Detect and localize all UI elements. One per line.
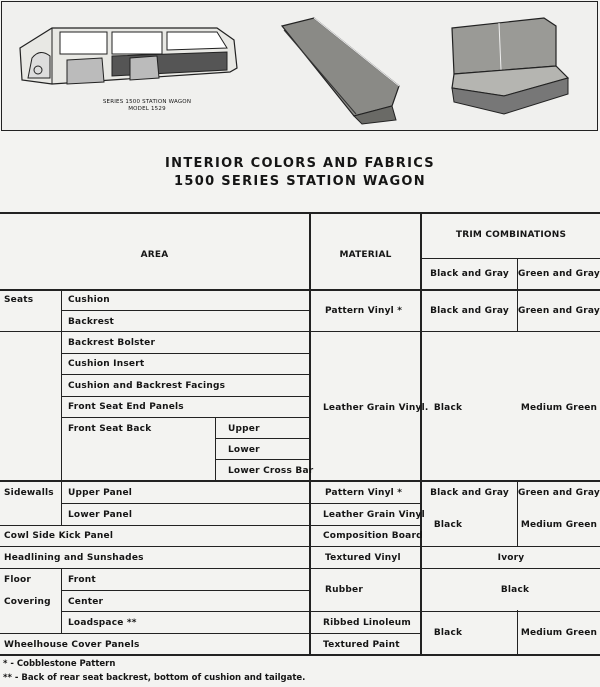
material-pattern-vinyl-seats: Pattern Vinyl * — [325, 306, 403, 316]
area-cushion-insert: Cushion Insert — [68, 359, 145, 369]
area-lower: Lower — [228, 445, 260, 455]
area-wheelhouse-cover-panels: Wheelhouse Cover Panels — [4, 640, 140, 650]
area-covering: Covering — [4, 597, 51, 607]
page-subtitle: 1500 SERIES STATION WAGON — [174, 174, 426, 189]
area-front-seat-end-panels: Front Seat End Panels — [68, 402, 184, 412]
material-composition-board: Composition Board — [323, 531, 423, 541]
trim-lower-medium-green: Medium Green — [520, 520, 598, 530]
area-upper-panel: Upper Panel — [68, 488, 133, 498]
area-lower-panel: Lower Panel — [68, 510, 133, 520]
material-textured-paint: Textured Paint — [323, 640, 400, 650]
area-backrest-bolster: Backrest Bolster — [68, 338, 156, 348]
material-leather-grain-vinyl-sidewalls: Leather Grain Vinyl — [323, 510, 425, 520]
area-headlining-sunshades: Headlining and Sunshades — [4, 553, 144, 563]
footnote-loadspace: ** - Back of rear seat backrest, bottom of cushion and tailgate. — [3, 673, 306, 683]
material-ribbed-linoleum: Ribbed Linoleum — [323, 618, 411, 628]
trim-seats-green-gray: Green and Gray — [518, 306, 600, 316]
area-sidewalls: Sidewalls — [4, 488, 54, 498]
area-front-seat-back: Front Seat Back — [68, 424, 152, 434]
area-cushion: Cushion — [68, 295, 110, 305]
rear-seat-illustration — [444, 16, 574, 121]
bench-seat-illustration — [274, 16, 414, 126]
trim-seats-black-gray: Black and Gray — [430, 306, 509, 316]
material-pattern-vinyl-sidewalls: Pattern Vinyl * — [325, 488, 403, 498]
header-material: MATERIAL — [339, 250, 392, 260]
trim-floor-black: Black — [433, 628, 463, 638]
illustration-panel — [1, 1, 598, 131]
area-upper: Upper — [228, 424, 260, 434]
material-leather-grain-vinyl-seats: Leather Grain Vinyl. — [323, 403, 429, 413]
material-textured-vinyl: Textured Vinyl — [325, 553, 401, 563]
caption-line-2: MODEL 1529 — [128, 106, 166, 112]
trim-sidewalls-black-gray: Black and Gray — [430, 488, 509, 498]
header-trim-combinations: TRIM COMBINATIONS — [455, 230, 567, 240]
header-black-and-gray: Black and Gray — [430, 269, 509, 279]
trim-rubber-black: Black — [500, 585, 530, 595]
area-loadspace: Loadspace ** — [68, 618, 137, 628]
trim-leather-black: Black — [433, 403, 463, 413]
station-wagon-illustration — [12, 18, 242, 100]
area-backrest: Backrest — [68, 317, 115, 327]
trim-ivory: Ivory — [497, 553, 525, 563]
footnote-cobblestone: * - Cobblestone Pattern — [3, 659, 116, 669]
area-floor: Floor — [4, 575, 32, 585]
area-center: Center — [68, 597, 104, 607]
header-green-and-gray: Green and Gray — [518, 269, 600, 279]
figure-caption — [82, 99, 212, 113]
material-rubber: Rubber — [325, 585, 363, 595]
caption-line-1: SERIES 1500 STATION WAGON — [102, 99, 192, 105]
trim-floor-medium-green: Medium Green — [520, 628, 598, 638]
area-cowl-side-kick-panel: Cowl Side Kick Panel — [4, 531, 114, 541]
trim-lower-black: Black — [433, 520, 463, 530]
trim-leather-medium-green: Medium Green — [520, 403, 598, 413]
header-area: AREA — [140, 250, 169, 260]
area-lower-cross-bar: Lower Cross Bar — [228, 466, 314, 476]
area-seats: Seats — [4, 295, 34, 305]
trim-sidewalls-green-gray: Green and Gray — [518, 488, 600, 498]
area-front: Front — [68, 575, 96, 585]
page-title: INTERIOR COLORS AND FABRICS — [165, 156, 435, 171]
area-cushion-backrest-facings: Cushion and Backrest Facings — [68, 381, 226, 391]
